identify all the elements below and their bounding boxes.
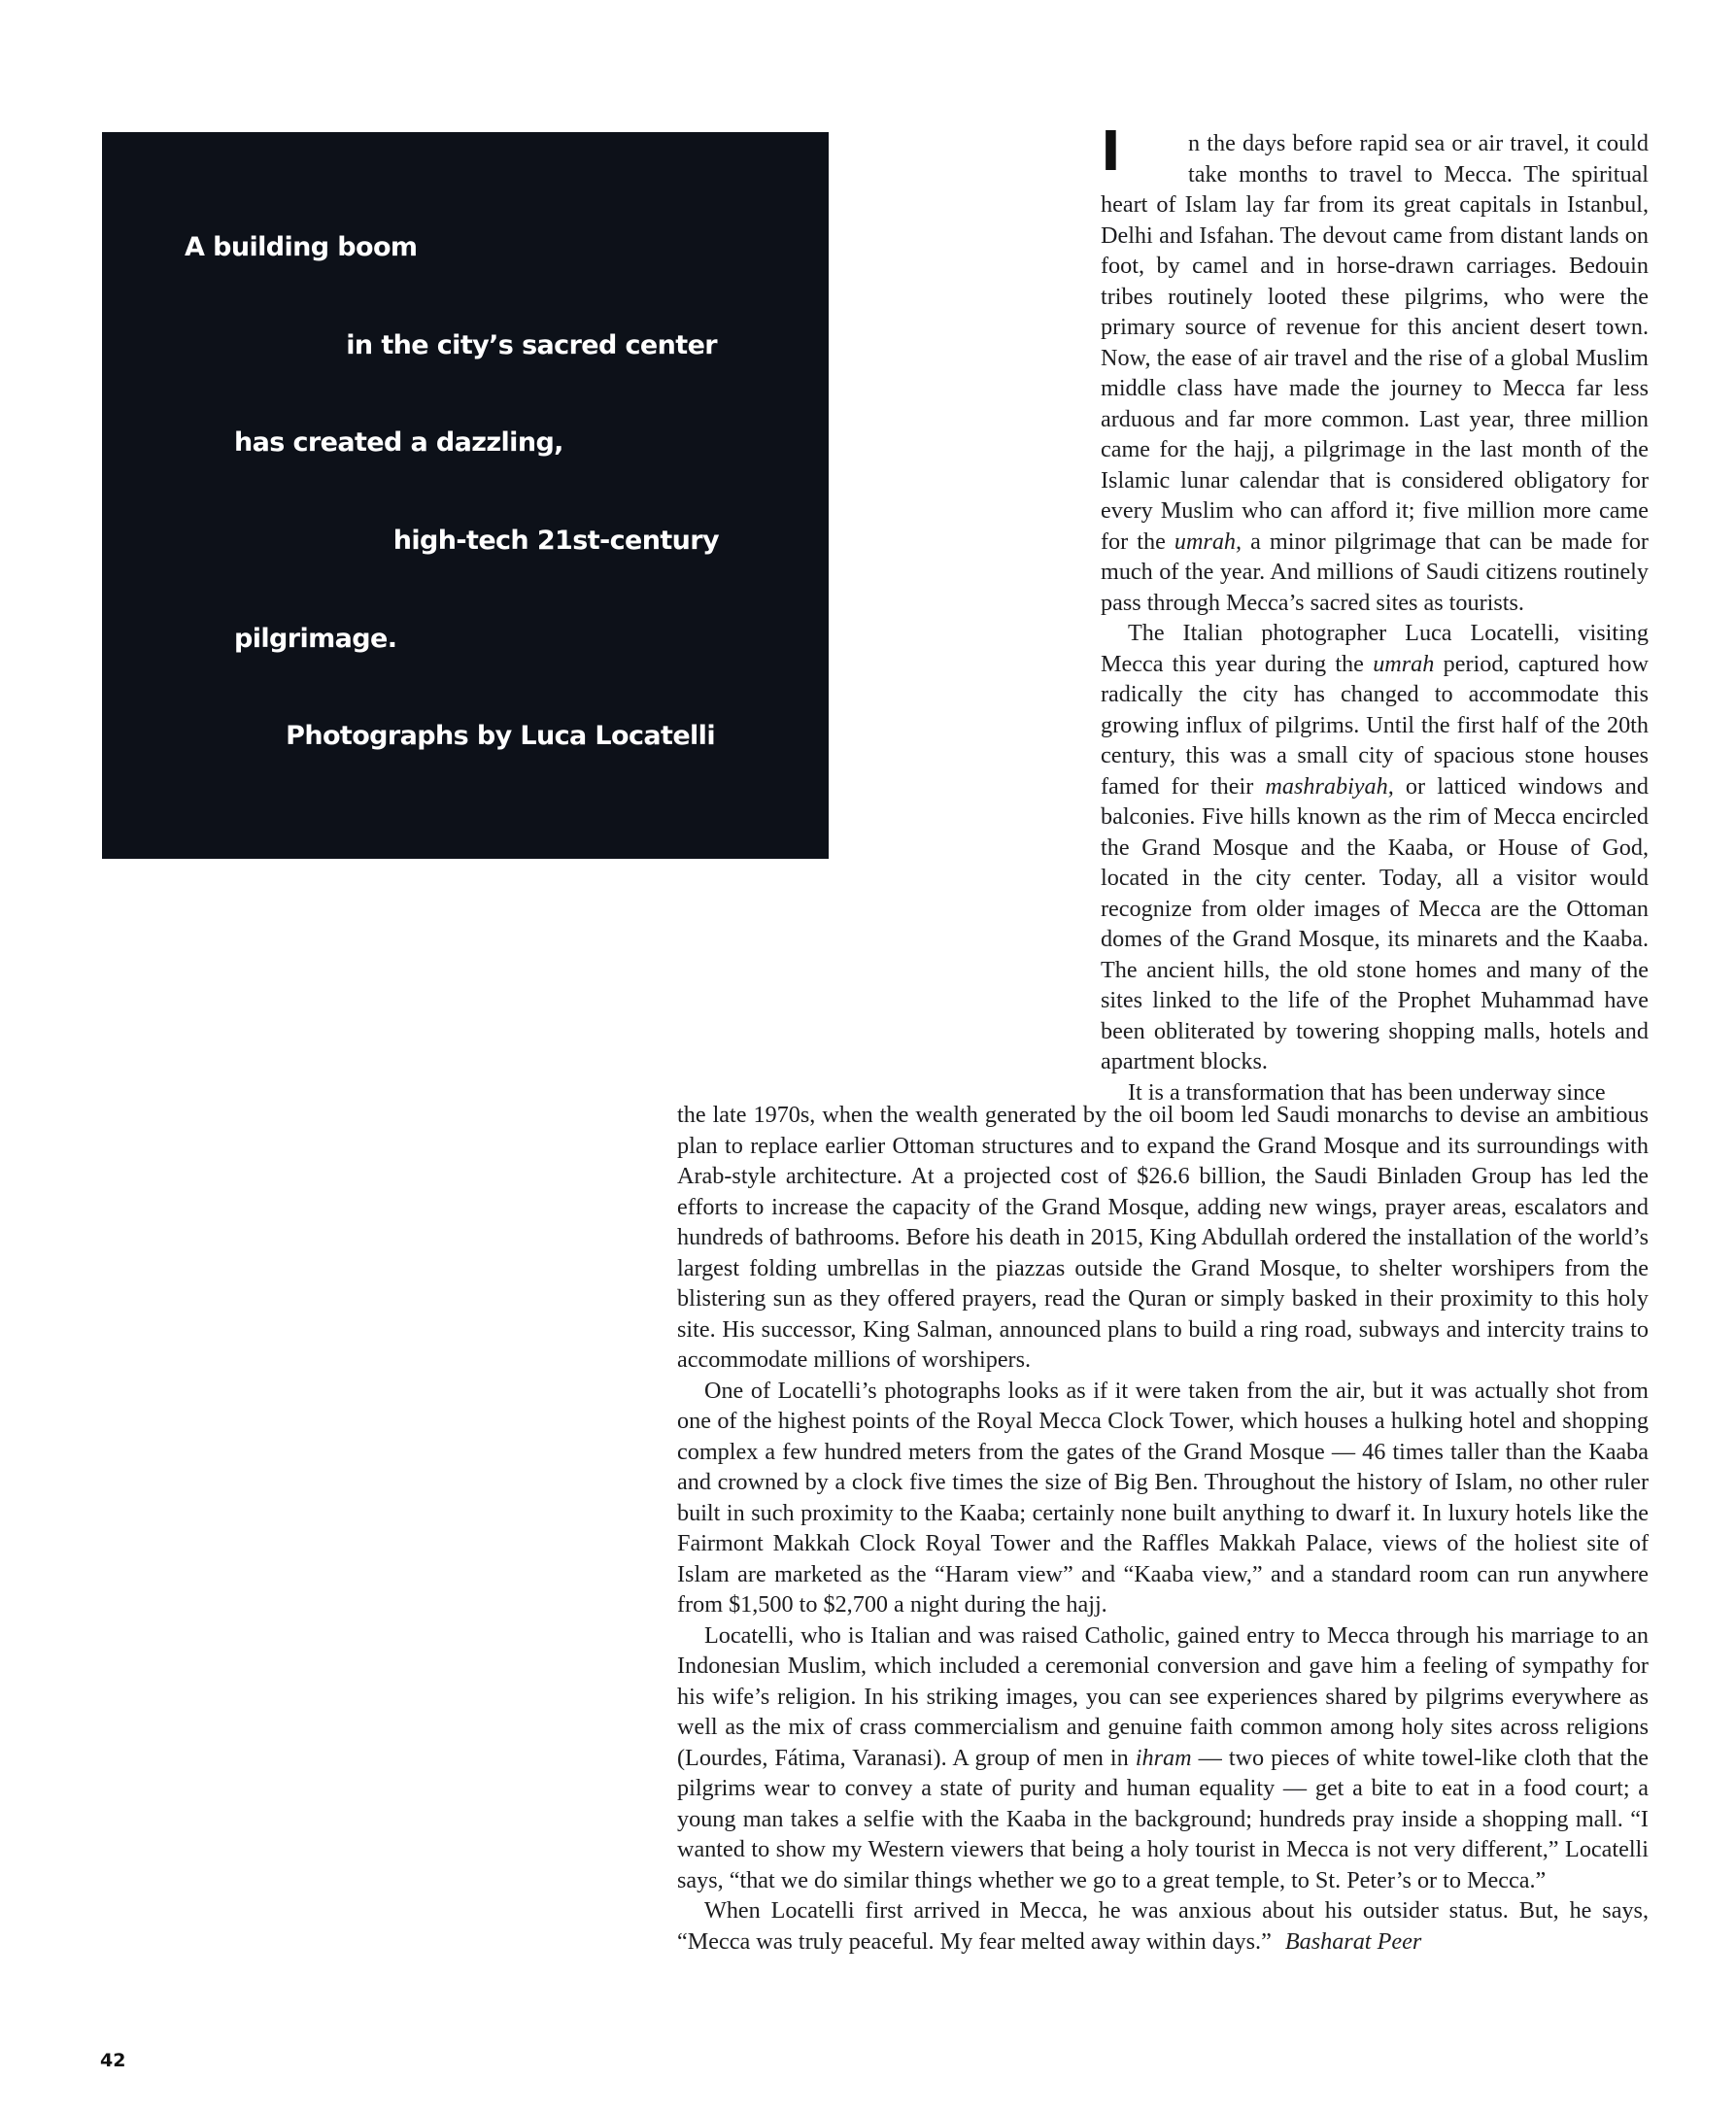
article-column-wide <box>677 1100 1649 1957</box>
italic-term: mashrabiyah, <box>1265 772 1394 800</box>
title-box <box>102 132 829 859</box>
article-paragraph: One of Locatelli’s photographs looks as if it were taken from the air, but it was actually shot from one of the highest points of the Royal Mecca Clock Tower, which houses a hulking hotel and shopping complex a few hundred meters from the gates of the Grand Mosque — 46 times taller than the Kaaba and crowned by a clock five times the size of Big Ben. Throughout the history of Islam, no other ruler built in such proximity to the Kaaba; certainly none built anything to dwarf it. In luxury hotels like the Fairmont Makkah Clock Royal Tower and the Raffles Makkah Palace, views of the holiest site of Islam are marketed as the “Haram view” and “Kaaba view,” and a standard room can run anywhere from $1,500 to $2,700 a night during the hajj. <box>677 1377 1649 1618</box>
italic-term: umrah <box>1373 650 1435 677</box>
paragraph-text: When Locatelli first arrived in Mecca, he was anxious about his outsider status. But, he says, “Mecca was truly peaceful. My fear melted away within days.” <box>677 1897 1649 1955</box>
photo-credit: Photographs by Luca Locatelli <box>286 721 715 751</box>
paragraph-text: a minor pilgrimage that can be made for much of the year. And millions of Saudi citizens routinely pass through Mecca’s sacred sites as tourists. <box>1101 528 1649 616</box>
page-number: 42 <box>100 2050 126 2071</box>
article-paragraph-start: It is a transformation that has been underway since <box>1128 1078 1606 1106</box>
italic-term: ihram <box>1135 1744 1192 1771</box>
deck-line: in the city’s sacred center <box>346 330 717 360</box>
paragraph-text: The Italian photographer Luca Locatelli, visiting Mecca this year during the <box>1101 620 1649 677</box>
paragraph-text: Locatelli, who is Italian and was raised Catholic, gained entry to Mecca through his marriage to an Indonesian Muslim, which included a ceremonial conversion and gave him a feeling of sympathy for his wife’s religion. In his striking images, you can see experiences shared by pilgrims everywhere as well as the mix of crass commercialism and genuine faith common among holy sites across religions (Lourdes, Fátima, Varanasi). A group of men in <box>677 1621 1649 1771</box>
deck-line: pilgrimage. <box>234 624 397 654</box>
paragraph-text: period, captured how radically the city has changed to accommodate this growing influx of pilgrims. Until the first half of the 20th century, this was a small city of spacious stone houses famed for their <box>1101 650 1649 800</box>
article-paragraph <box>1101 120 1649 618</box>
drop-cap: I <box>1101 120 1121 184</box>
article-column-narrow <box>1101 120 1649 1108</box>
paragraph-text: — two pieces of white towel-like cloth that the pilgrims wear to convey a state of purity and human equality — get a bite to eat in a food court; a young man takes a selfie with the Kaaba in the background; hundreds pray inside a shopping mall. “I wanted to show my Western viewers that being a holy tourist in Mecca is not very different,” Locatelli says, “that we do similar things whether we go to a great temple, to St. Peter’s or to Mecca.” <box>677 1744 1650 1893</box>
paragraph-text: n the days before rapid sea or air travel, it could take months to travel to Mecca. The spiritual heart of Islam lay far from its great capitals in Istanbul, Delhi and Isfahan. The devout came from distant lands on foot, by camel and in horse-drawn carriages. Bedouin tribes routinely looted these pilgrims, who were the primary source of revenue for this ancient desert town. Now, the ease of air travel and the rise of a global Muslim middle class have made the journey to Mecca far less arduous and far more common. Last year, three million came for the hajj, a pilgrimage in the last month of the Islamic lunar calendar that is considered obligatory for every Muslim who can afford it; five million more came for the <box>1101 130 1649 555</box>
deck-line: A building boom <box>185 232 418 262</box>
article-paragraph <box>677 1620 1649 1896</box>
article-paragraph-continued: the late 1970s, when the wealth generated by the oil boom led Saudi monarchs to devise an ambitious plan to replace earlier Ottoman structures and to expand the Grand Mosque and its surroundings with Arab-style architecture. At a projected cost of $26.6 billion, the Saudi Binladen Group has led the efforts to increase the capacity of the Grand Mosque, adding new wings, prayer areas, escalators and hundreds of bathrooms. Before his death in 2015, King Abdullah ordered the installation of the world’s largest folding umbrellas in the piazzas outside the Grand Mosque, to shelter worshipers from the blistering sun as they offered prayers, read the Quran or simply basked in their proximity to this holy site. His successor, King Salman, announced plans to build a ring road, subways and intercity trains to accommodate millions of worshipers. <box>677 1102 1649 1373</box>
italic-term: umrah, <box>1174 528 1242 555</box>
article-paragraph <box>677 1895 1649 1957</box>
deck-line: high-tech 21st-century <box>392 526 719 556</box>
deck-line: has created a dazzling, <box>234 427 563 458</box>
author-byline: Basharat Peer <box>1284 1927 1422 1955</box>
article-paragraph <box>1101 618 1649 1077</box>
paragraph-text: or latticed windows and balconies. Five hills known as the rim of Mecca encircled the Grand Mosque and the Kaaba, or House of God, located in the city center. Today, all a visitor would recognize from older images of Mecca are the Ottoman domes of the Grand Mosque, its minarets and the Kaaba. The ancient hills, the old stone homes and many of the sites linked to the life of the Prophet Muhammad have been obliterated by towering shopping malls, hotels and apartment blocks. <box>1101 772 1649 1074</box>
